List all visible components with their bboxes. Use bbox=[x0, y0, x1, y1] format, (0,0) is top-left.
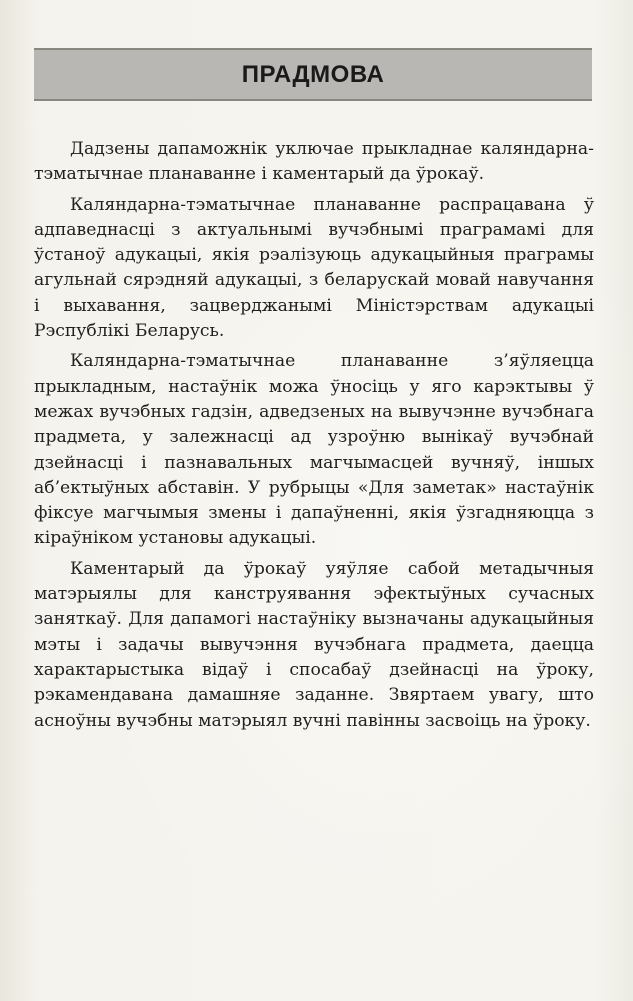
paragraph-2: Каляндарна-тэматычнае планаванне распрацавана ў адпаведнасці з актуальнымі вучэбнымі праграмамі для ўстаноў адукацыі, якія рэалізуюць адукацыйныя праграмы агульнай сярэдняй адукацыі, з беларускай мовай навучання і выхавання, зацверджанымі Міністэрствам адукацыі Рэспублікі Беларусь. bbox=[34, 194, 594, 342]
heading-band bbox=[34, 50, 592, 99]
paragraph-3: Каляндарна-тэматычнае планаванне з’яўляецца прыкладным, настаўнік можа ўносіць у яго карэктывы ў межах вучэбных гадзін, адведзеных на вывучэнне вучэбнага прадмета, у залежнасці ад узроўню вынікаў вучэбнай дзейнасці і пазнавальных магчымасцей вучняў, іншых аб’ектыўных абставін. У рубрыцы «Для заметак» настаўнік фіксуе магчымыя змены і дапаўненні, якія ўзгадняюцца з кіраўніком установы адукацыі. bbox=[34, 351, 594, 549]
paragraph-4: Каментарый да ўрокаў уяўляе сабой метадычныя матэрыялы для канструявання эфектыўных сучасных заняткаў. Для дапамогі настаўніку вызначаны адукацыйныя мэты і задачы вывучэння вучэбнага прадмета, даецца характарыстыка відаў і спосабаў дзейнасці на ўроку, рэкамендавана дамашняе заданне. Звяртаем увагу, што асноўны вучэбны матэрыял вучні павінны засвоіць на ўроку. bbox=[34, 558, 594, 731]
heading-bottom-rule bbox=[34, 99, 592, 101]
paragraph-1: Дадзены дапаможнік уключае прыкладнае каляндарна-тэматычнае планаванне і каментарый да ўрокаў. bbox=[34, 139, 594, 185]
preface-text bbox=[34, 137, 594, 739]
page-title: ПРАДМОВА bbox=[241, 60, 385, 88]
